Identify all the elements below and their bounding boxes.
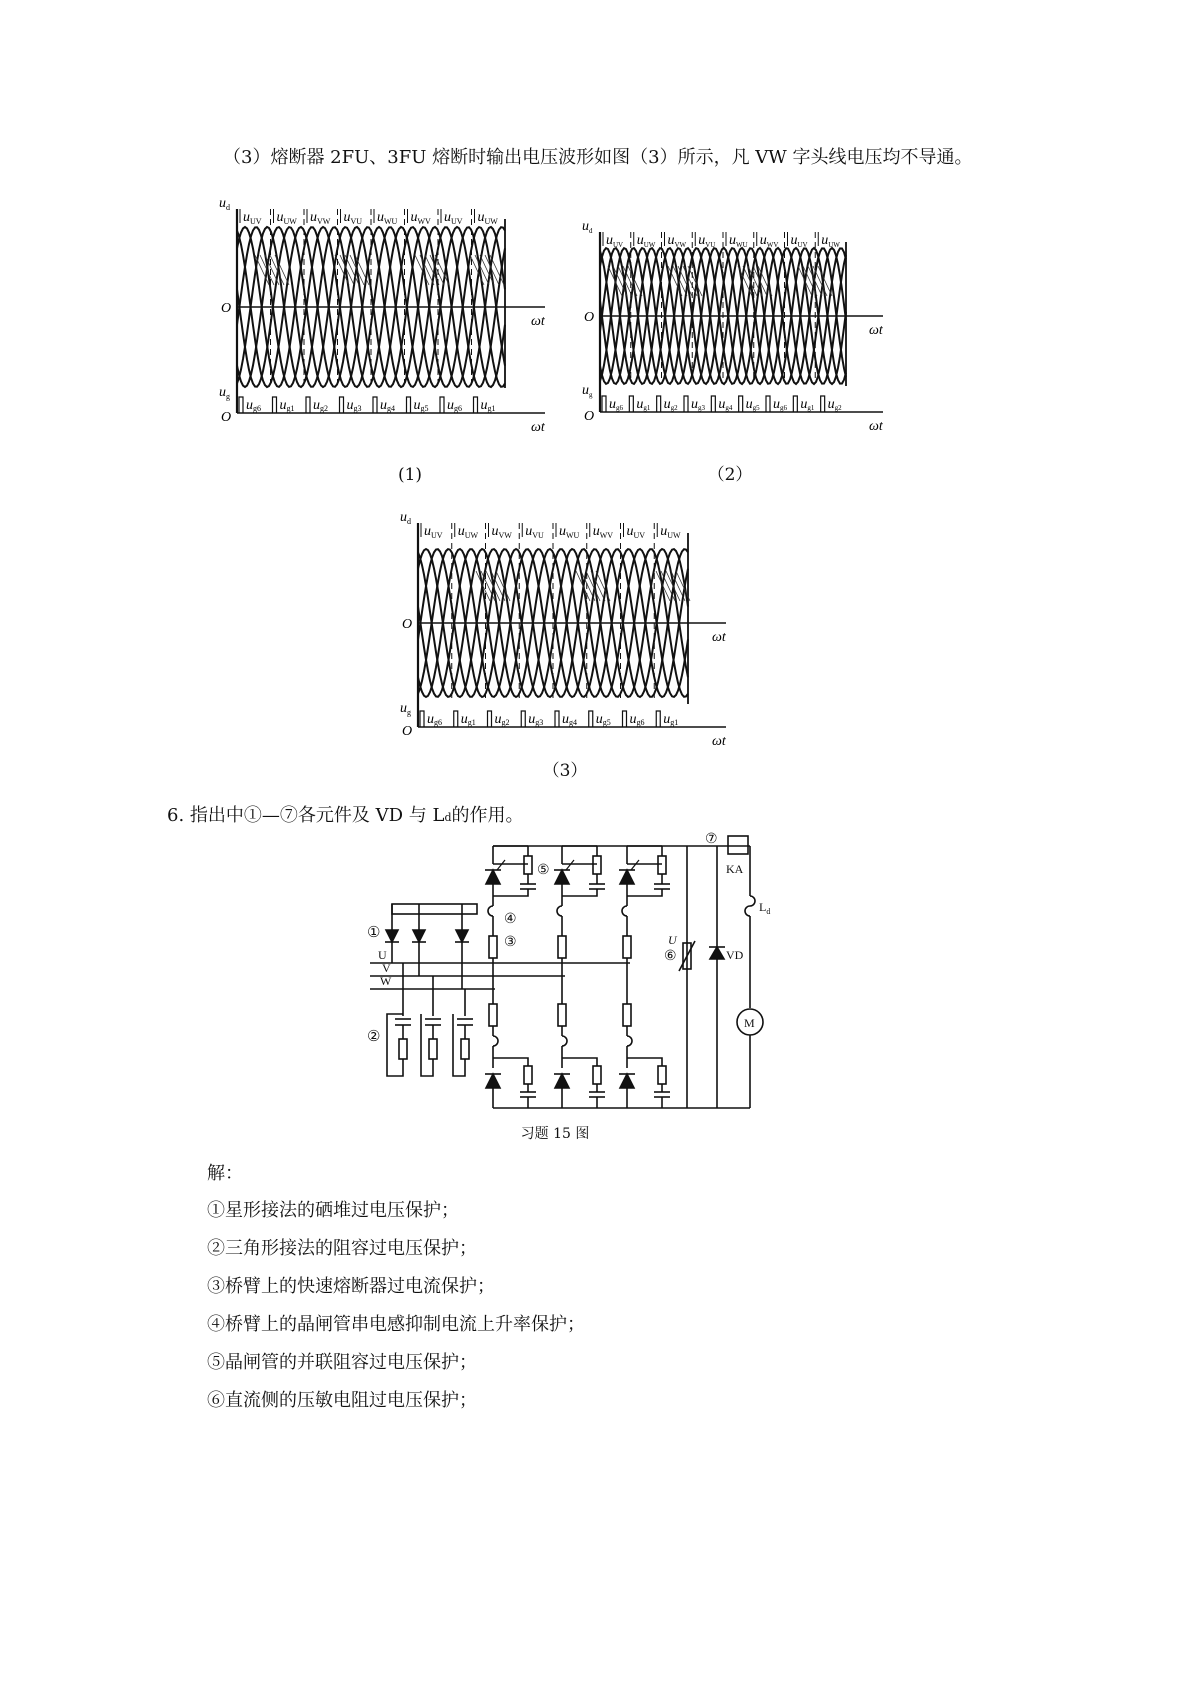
top-voltage-label: $u_{UV}$ xyxy=(626,524,646,540)
label-u: U xyxy=(668,933,677,947)
label-c1: ① xyxy=(367,925,381,941)
label-c2: ② xyxy=(367,1029,381,1045)
gate-pulse-label: ug1 xyxy=(279,398,295,413)
gate-pulse-label: ug6 xyxy=(427,712,442,727)
gate-pulse-label: ug4 xyxy=(718,397,733,412)
origin-label-bottom: O xyxy=(584,409,595,424)
ud-axis-label: $u_d$ xyxy=(582,219,593,235)
gate-pulse-label: ug6 xyxy=(447,398,462,413)
gate-pulse-label: ug2 xyxy=(827,397,842,412)
label-w1: W xyxy=(380,974,392,988)
origin-label: O xyxy=(402,617,413,632)
origin-label: O xyxy=(221,301,232,316)
answer-item: ⑥直流侧的压敏电阻过电压保护； xyxy=(207,1390,477,1411)
gate-pulse-label: ug3 xyxy=(346,398,362,413)
wt-axis-label: ωt xyxy=(712,630,726,645)
top-voltage-label: $u_{UW}$ xyxy=(457,524,479,540)
wt-axis-label: ωt xyxy=(869,323,883,338)
circuit-caption: 习题 15 图 xyxy=(520,1126,590,1142)
gate-pulse-label: ug4 xyxy=(380,398,395,413)
top-voltage-label: $u_{WU}$ xyxy=(729,233,748,249)
wt-axis-label: ωt xyxy=(531,314,545,329)
top-voltage-label: $u_{UW}$ xyxy=(636,233,656,249)
wt-axis-label-bottom: ωt xyxy=(712,734,726,749)
label-v1: V xyxy=(382,961,391,975)
gate-pulse-label: ug2 xyxy=(494,712,510,727)
top-voltage-label: $u_{VU}$ xyxy=(525,524,544,540)
waveform-figure-3 xyxy=(396,505,736,750)
wt-axis-label-bottom: ωt xyxy=(531,420,545,435)
answer-item: ④桥臂上的晶闸管串电感抑制电流上升率保护； xyxy=(207,1314,585,1335)
ug-axis-label: $u_g$ xyxy=(219,385,230,401)
answer-item: ①星形接法的硒堆过电压保护； xyxy=(207,1200,459,1221)
gate-pulse-label: ug1 xyxy=(460,712,476,727)
top-voltage-label: $u_{VW}$ xyxy=(491,524,512,540)
label-u1: U xyxy=(378,948,387,962)
label-c5: ⑤ xyxy=(537,863,550,878)
top-voltage-label: $u_{WU}$ xyxy=(377,210,398,226)
intro-text: （3）熔断器 2FU、3FU 熔断时输出电压波形如图（3）所示，凡 VW 字头线电压均不导通。 xyxy=(223,147,973,168)
label-c6: ⑥ xyxy=(664,949,677,964)
label-ka: KA xyxy=(726,862,744,876)
gate-pulse-label: ug5 xyxy=(413,398,429,413)
origin-label-bottom: O xyxy=(221,410,232,425)
top-voltage-label: $u_{WV}$ xyxy=(592,524,614,540)
gate-pulse-label: ug1 xyxy=(636,397,651,412)
label-vd: VD xyxy=(726,948,744,962)
origin-label-bottom: O xyxy=(402,724,413,739)
origin-label: O xyxy=(584,310,595,325)
top-voltage-label: $u_{WV}$ xyxy=(759,233,779,249)
top-voltage-label: $u_{VU}$ xyxy=(343,210,363,226)
answer-title: 解： xyxy=(207,1163,243,1184)
top-voltage-label: $u_{WU}$ xyxy=(559,524,580,540)
top-voltage-label: $u_{VW}$ xyxy=(667,233,687,249)
label-c4: ④ xyxy=(504,912,517,927)
gate-pulse-label: ug2 xyxy=(313,398,328,413)
top-voltage-label: $u_{VU}$ xyxy=(698,233,716,249)
top-voltage-label: $u_{UW}$ xyxy=(276,210,297,226)
gate-pulse-label: ug3 xyxy=(691,397,705,412)
gate-pulse-label: ug6 xyxy=(773,397,787,412)
wt-axis-label-bottom: ωt xyxy=(869,419,883,432)
gate-pulse-label: ug3 xyxy=(528,712,544,727)
top-voltage-label: $u_{UV}$ xyxy=(790,233,808,249)
gate-pulse-label: ug1 xyxy=(480,398,496,413)
top-voltage-label: $u_{UV}$ xyxy=(606,233,624,249)
top-voltage-label: $u_{UV}$ xyxy=(243,210,262,226)
top-voltage-label: $u_{VW}$ xyxy=(310,210,331,226)
figure-3-caption: （3） xyxy=(542,761,588,781)
question-text: 6. 指出中①—⑦各元件及 VD 与 Ld的作用。 xyxy=(167,805,524,826)
answer-item: ③桥臂上的快速熔断器过电流保护； xyxy=(207,1276,495,1297)
top-voltage-label: $u_{UW}$ xyxy=(821,233,840,249)
ug-axis-label: $u_g$ xyxy=(400,701,411,717)
label-ld: $L_d$ xyxy=(759,900,771,916)
gate-pulse-label: ug1 xyxy=(663,712,679,727)
protection-circuit-diagram xyxy=(365,826,795,1116)
gate-pulse-label: ug5 xyxy=(595,712,611,727)
figure-2-caption: （2） xyxy=(707,465,753,485)
gate-pulse-label: ug2 xyxy=(663,397,678,412)
gate-pulse-label: ug1 xyxy=(800,397,815,412)
waveform-figure-2 xyxy=(578,210,898,432)
ud-axis-label: $u_d$ xyxy=(219,196,230,212)
top-voltage-label: $u_{UW}$ xyxy=(660,524,681,540)
label-c3: ③ xyxy=(504,935,517,950)
figure-1-caption: (1) xyxy=(397,465,423,485)
top-voltage-label: $u_{WV}$ xyxy=(410,210,431,226)
answer-item: ②三角形接法的阻容过电压保护； xyxy=(207,1238,477,1259)
top-voltage-label: $u_{UV}$ xyxy=(444,210,463,226)
label-c7: ⑦ xyxy=(705,832,718,847)
waveform-figure-1 xyxy=(215,195,560,435)
answer-item: ⑤晶闸管的并联阻容过电压保护； xyxy=(207,1352,477,1373)
gate-pulse-label: ug6 xyxy=(629,712,645,727)
label-m: M xyxy=(744,1016,755,1030)
ud-axis-label: $u_d$ xyxy=(400,510,411,526)
top-voltage-label: $u_{UV}$ xyxy=(424,524,443,540)
gate-pulse-label: ug5 xyxy=(745,397,760,412)
gate-pulse-label: ug4 xyxy=(562,712,577,727)
gate-pulse-label: ug6 xyxy=(246,398,261,413)
ug-axis-label: $u_g$ xyxy=(582,383,593,399)
top-voltage-label: $u_{UW}$ xyxy=(477,210,498,226)
gate-pulse-label: ug6 xyxy=(609,397,623,412)
